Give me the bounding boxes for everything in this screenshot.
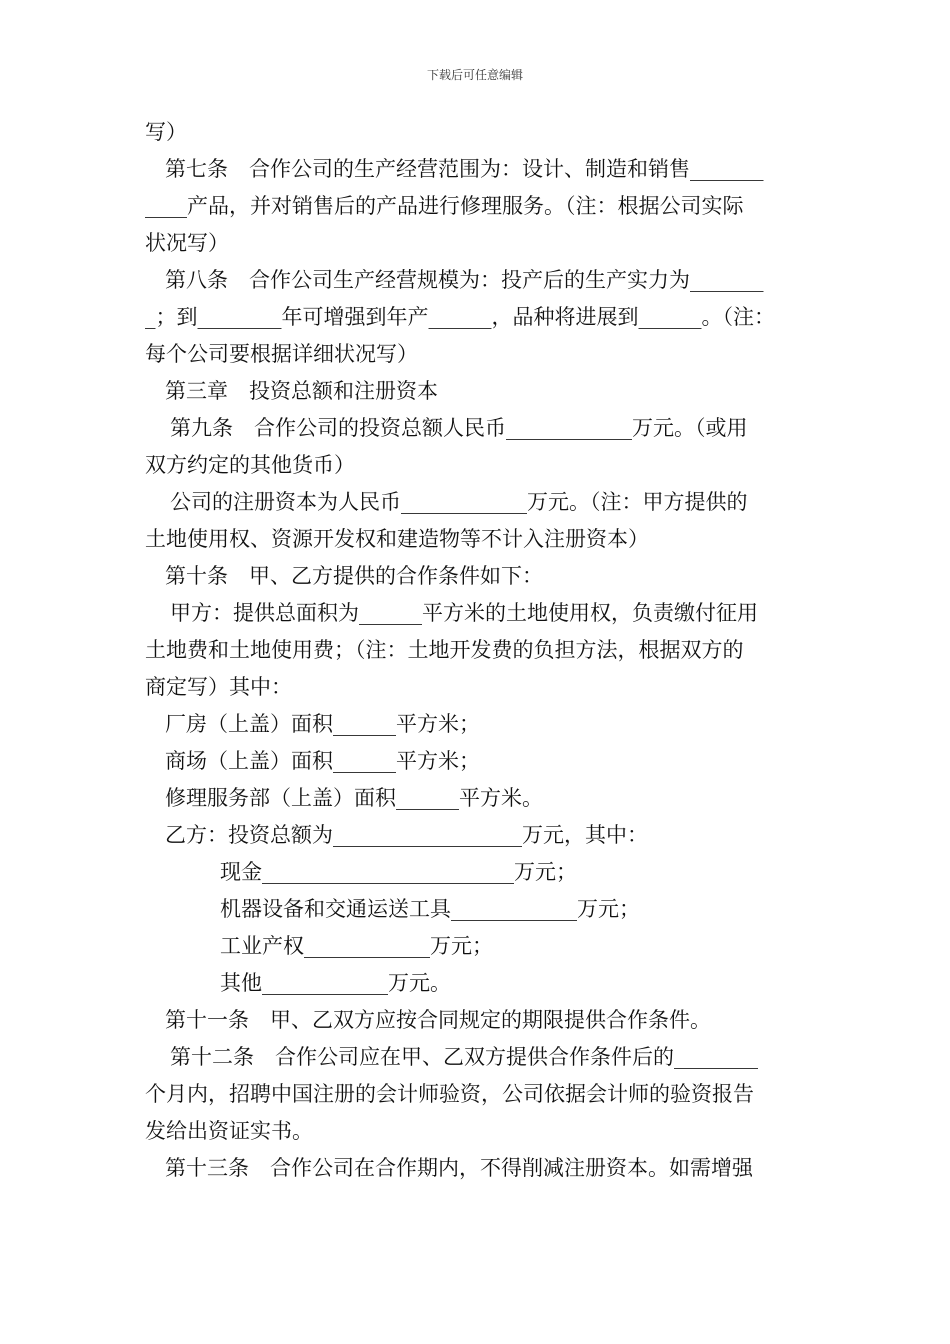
document-body (145, 114, 810, 1187)
industrial-property: 工业产权____________万元； (220, 934, 493, 958)
article-7: 第七条 合作公司的生产经营范围为：设计、制造和销售_______ (165, 157, 764, 181)
text-line: 双方约定的其他货币） (145, 453, 355, 477)
mall-area: 商场（上盖）面积______平方米； (165, 749, 480, 773)
text-line: 发给出资证实书。 (145, 1119, 313, 1143)
party-a: 甲方：提供总面积为______平方米的土地使用权，负责缴付征用 (170, 601, 758, 625)
party-b: 乙方：投资总额为__________________万元，其中： (165, 823, 648, 847)
text-line: 每个公司要根据详细状况写） (145, 342, 418, 366)
chapter-3-heading: 第三章 投资总额和注册资本 (165, 379, 438, 403)
factory-area: 厂房（上盖）面积______平方米； (165, 712, 480, 736)
text-line: 写） (145, 120, 187, 144)
cash: 现金________________________万元； (220, 860, 577, 884)
article-8: 第八条 合作公司生产经营规模为：投产后的生产实力为_______ (165, 268, 764, 292)
other: 其他____________万元。 (220, 971, 451, 995)
page-header: 下载后可任意编辑 (426, 68, 523, 82)
article-11: 第十一条 甲、乙双方应按合同规定的期限提供合作条件。 (165, 1008, 711, 1032)
text-line: _；到________年可增强到年产______，品种将进展到______。（注： (145, 305, 775, 329)
article-9: 第九条 合作公司的投资总额人民币____________万元。（或用 (170, 416, 748, 440)
text-line: 土地费和土地使用费；（注：土地开发费的负担方法，根据双方的 (145, 638, 744, 662)
text-line: 个月内，招聘中国注册的会计师验资，公司依据会计师的验资报告 (145, 1082, 754, 1106)
equipment: 机器设备和交通运送工具____________万元； (220, 897, 640, 921)
text-line: 商定写）其中： (145, 675, 292, 699)
registered-capital: 公司的注册资本为人民币____________万元。（注：甲方提供的 (170, 490, 748, 514)
text-line: ____产品，并对销售后的产品进行修理服务。（注：根据公司实际 (145, 194, 744, 218)
repair-area: 修理服务部（上盖）面积______平方米。 (165, 786, 543, 810)
text-line: 状况写） (145, 231, 229, 255)
article-10: 第十条 甲、乙方提供的合作条件如下： (165, 564, 543, 588)
article-13: 第十三条 合作公司在合作期内，不得削减注册资本。如需增强 (165, 1156, 753, 1180)
article-12: 第十二条 合作公司应在甲、乙双方提供合作条件后的________ (170, 1045, 758, 1069)
text-line: 土地使用权、资源开发权和建造物等不计入注册资本） (145, 527, 649, 551)
